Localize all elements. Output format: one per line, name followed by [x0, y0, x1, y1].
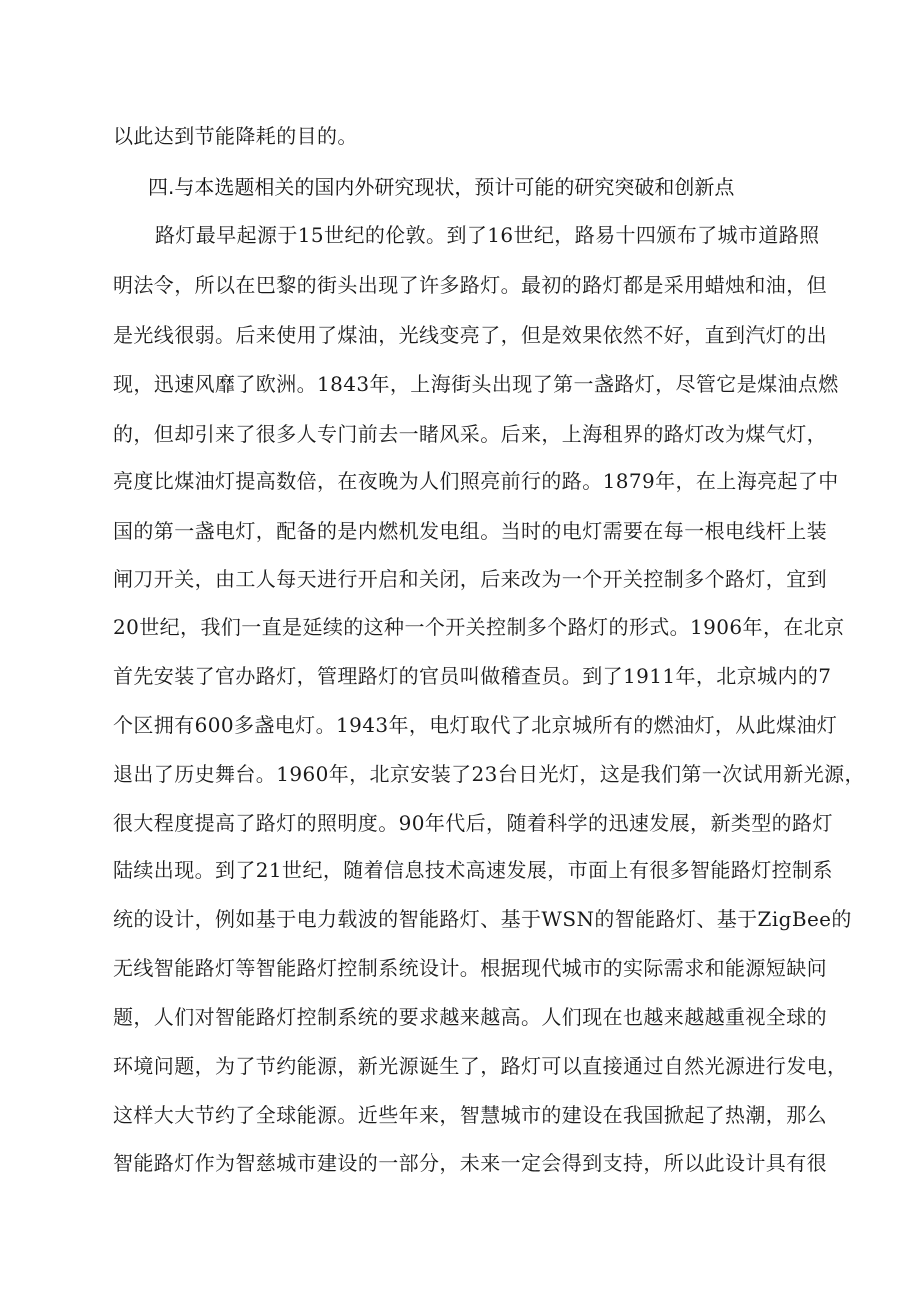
intro-line: 以此达到节能降耗的目的。 [113, 124, 358, 148]
paragraph-line: 20世纪，我们一直是延续的这种一个开关控制多个路灯的形式。1906年，在北京 [113, 615, 845, 639]
paragraph-line: 国的第一盏电灯，配备的是内燃机发电组。当时的电灯需要在每一根电线杆上装 [113, 519, 827, 543]
paragraph-line: 首先安装了官办路灯，管理路灯的官员叫做稽查员。到了1911年，北京城内的7 [113, 664, 832, 688]
paragraph-line: 陆续出现。到了21世纪，随着信息技术高速发展，市面上有很多智能路灯控制系 [113, 858, 833, 882]
paragraph-line: 智能路灯作为智慈城市建设的一部分，未来一定会得到支持，所以此设计具有很 [113, 1151, 827, 1175]
paragraph-line: 这样大大节约了全球能源。近些年来，智慧城市的建设在我国掀起了热潮，那么 [113, 1103, 827, 1127]
paragraph-line: 题，人们对智能路灯控制系统的要求越来越高。人们现在也越来越越重视全球的 [113, 1005, 827, 1029]
paragraph-line: 无线智能路灯等智能路灯控制系统设计。根据现代城市的实际需求和能源短缺问 [113, 956, 827, 980]
paragraph-line: 现，迅速风靡了欧洲。1843年，上海街头出现了第一盏路灯，尽管它是煤油点燃 [113, 372, 839, 396]
paragraph-line: 路灯最早起源于15世纪的伦敦。到了16世纪，路易十四颁布了城市道路照 [155, 223, 820, 247]
section-heading: 四.与本选题相关的国内外研究现状，预计可能的研究突破和创新点 [148, 175, 735, 199]
paragraph-line: 的，但却引来了很多人专门前去一睹风采。后来，上海租界的路灯改为煤气灯， [113, 422, 827, 446]
paragraph-line: 统的设计，例如基于电力载波的智能路灯、基于WSN的智能路灯、基于ZigBee的 [113, 907, 852, 931]
paragraph-line: 明法令，所以在巴黎的街头出现了许多路灯。最初的路灯都是采用蜡烛和油，但 [113, 273, 827, 297]
paragraph-line: 是光线很弱。后来使用了煤油，光线变亮了，但是效果依然不好，直到汽灯的出 [113, 323, 827, 347]
paragraph-line: 退出了历史舞台。1960年，北京安装了23台日光灯，这是我们第一次试用新光源， [113, 762, 865, 786]
paragraph-line: 亮度比煤油灯提高数倍，在夜晚为人们照亮前行的路。1879年，在上海亮起了中 [113, 469, 839, 493]
paragraph-line: 很大程度提高了路灯的照明度。90年代后，随着科学的迅速发展，新类型的路灯 [113, 811, 833, 835]
paragraph-line: 闸刀开关，由工人每天进行开启和关闭，后来改为一个开关控制多个路灯，宜到 [113, 567, 827, 591]
paragraph-line: 个区拥有600多盏电灯。1943年，电灯取代了北京城所有的燃油灯，从此煤油灯 [113, 713, 838, 737]
paragraph-line: 环境问题，为了节约能源，新光源诞生了，路灯可以直接通过自然光源进行发电， [113, 1054, 848, 1078]
